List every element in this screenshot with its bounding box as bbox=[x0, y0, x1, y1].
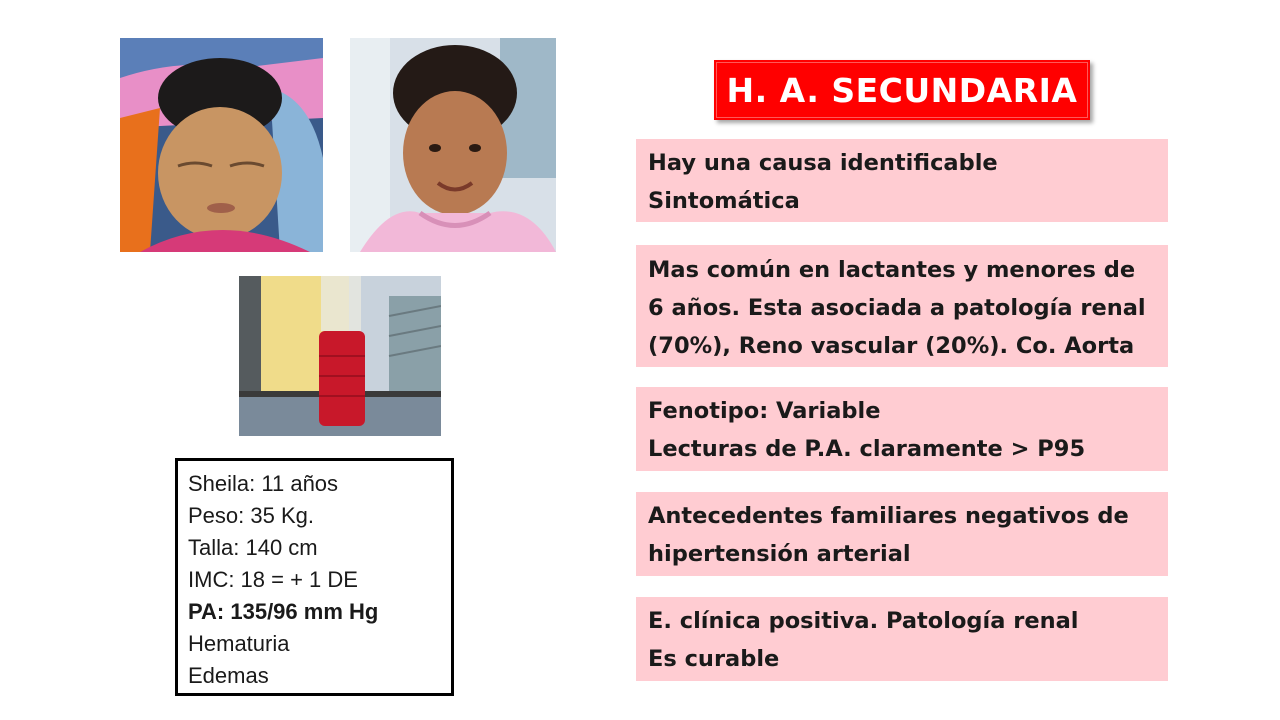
patient-recovered-photo-image bbox=[350, 38, 556, 252]
patient-bmi: IMC: 18 = + 1 DE bbox=[188, 567, 358, 592]
card-line: Mas común en lactantes y menores de bbox=[648, 257, 1136, 283]
patient-finding-hematuria: Hematuria bbox=[188, 631, 290, 656]
patient-weight: Peso: 35 Kg. bbox=[188, 503, 314, 528]
patient-name: Sheila: 11 años bbox=[188, 471, 339, 496]
patient-info-box bbox=[175, 458, 454, 696]
card-line: hipertensión arterial bbox=[648, 541, 911, 567]
card-causa bbox=[636, 139, 1168, 222]
patient-blood-pressure: PA: 135/96 mm Hg bbox=[188, 599, 379, 624]
hematuria-bottle-photo bbox=[239, 276, 441, 436]
patient-edema-photo-image bbox=[120, 38, 323, 252]
card-clinica bbox=[636, 597, 1168, 681]
card-line: (70%), Reno vascular (20%). Co. Aorta bbox=[648, 333, 1135, 359]
card-line: Antecedentes familiares negativos de bbox=[648, 503, 1129, 529]
card-fenotipo bbox=[636, 387, 1168, 471]
card-line: Lecturas de P.A. claramente > P95 bbox=[648, 436, 1086, 462]
card-line: E. clínica positiva. Patología renal bbox=[648, 608, 1079, 634]
card-line: Sintomática bbox=[648, 188, 800, 214]
card-line: Fenotipo: Variable bbox=[648, 398, 881, 424]
patient-finding-edemas: Edemas bbox=[188, 663, 269, 688]
card-antecedentes bbox=[636, 492, 1168, 576]
patient-edema-photo bbox=[120, 38, 323, 252]
card-line: Es curable bbox=[648, 646, 780, 672]
patient-height: Talla: 140 cm bbox=[188, 535, 318, 560]
card-line: Hay una causa identificable bbox=[648, 150, 998, 176]
card-epidemiologia bbox=[636, 245, 1168, 367]
card-line: 6 años. Esta asociada a patología renal bbox=[648, 295, 1146, 321]
patient-recovered-photo bbox=[350, 38, 556, 252]
slide-title: H. A. SECUNDARIA bbox=[714, 60, 1090, 120]
hematuria-bottle-photo-image bbox=[239, 276, 441, 436]
